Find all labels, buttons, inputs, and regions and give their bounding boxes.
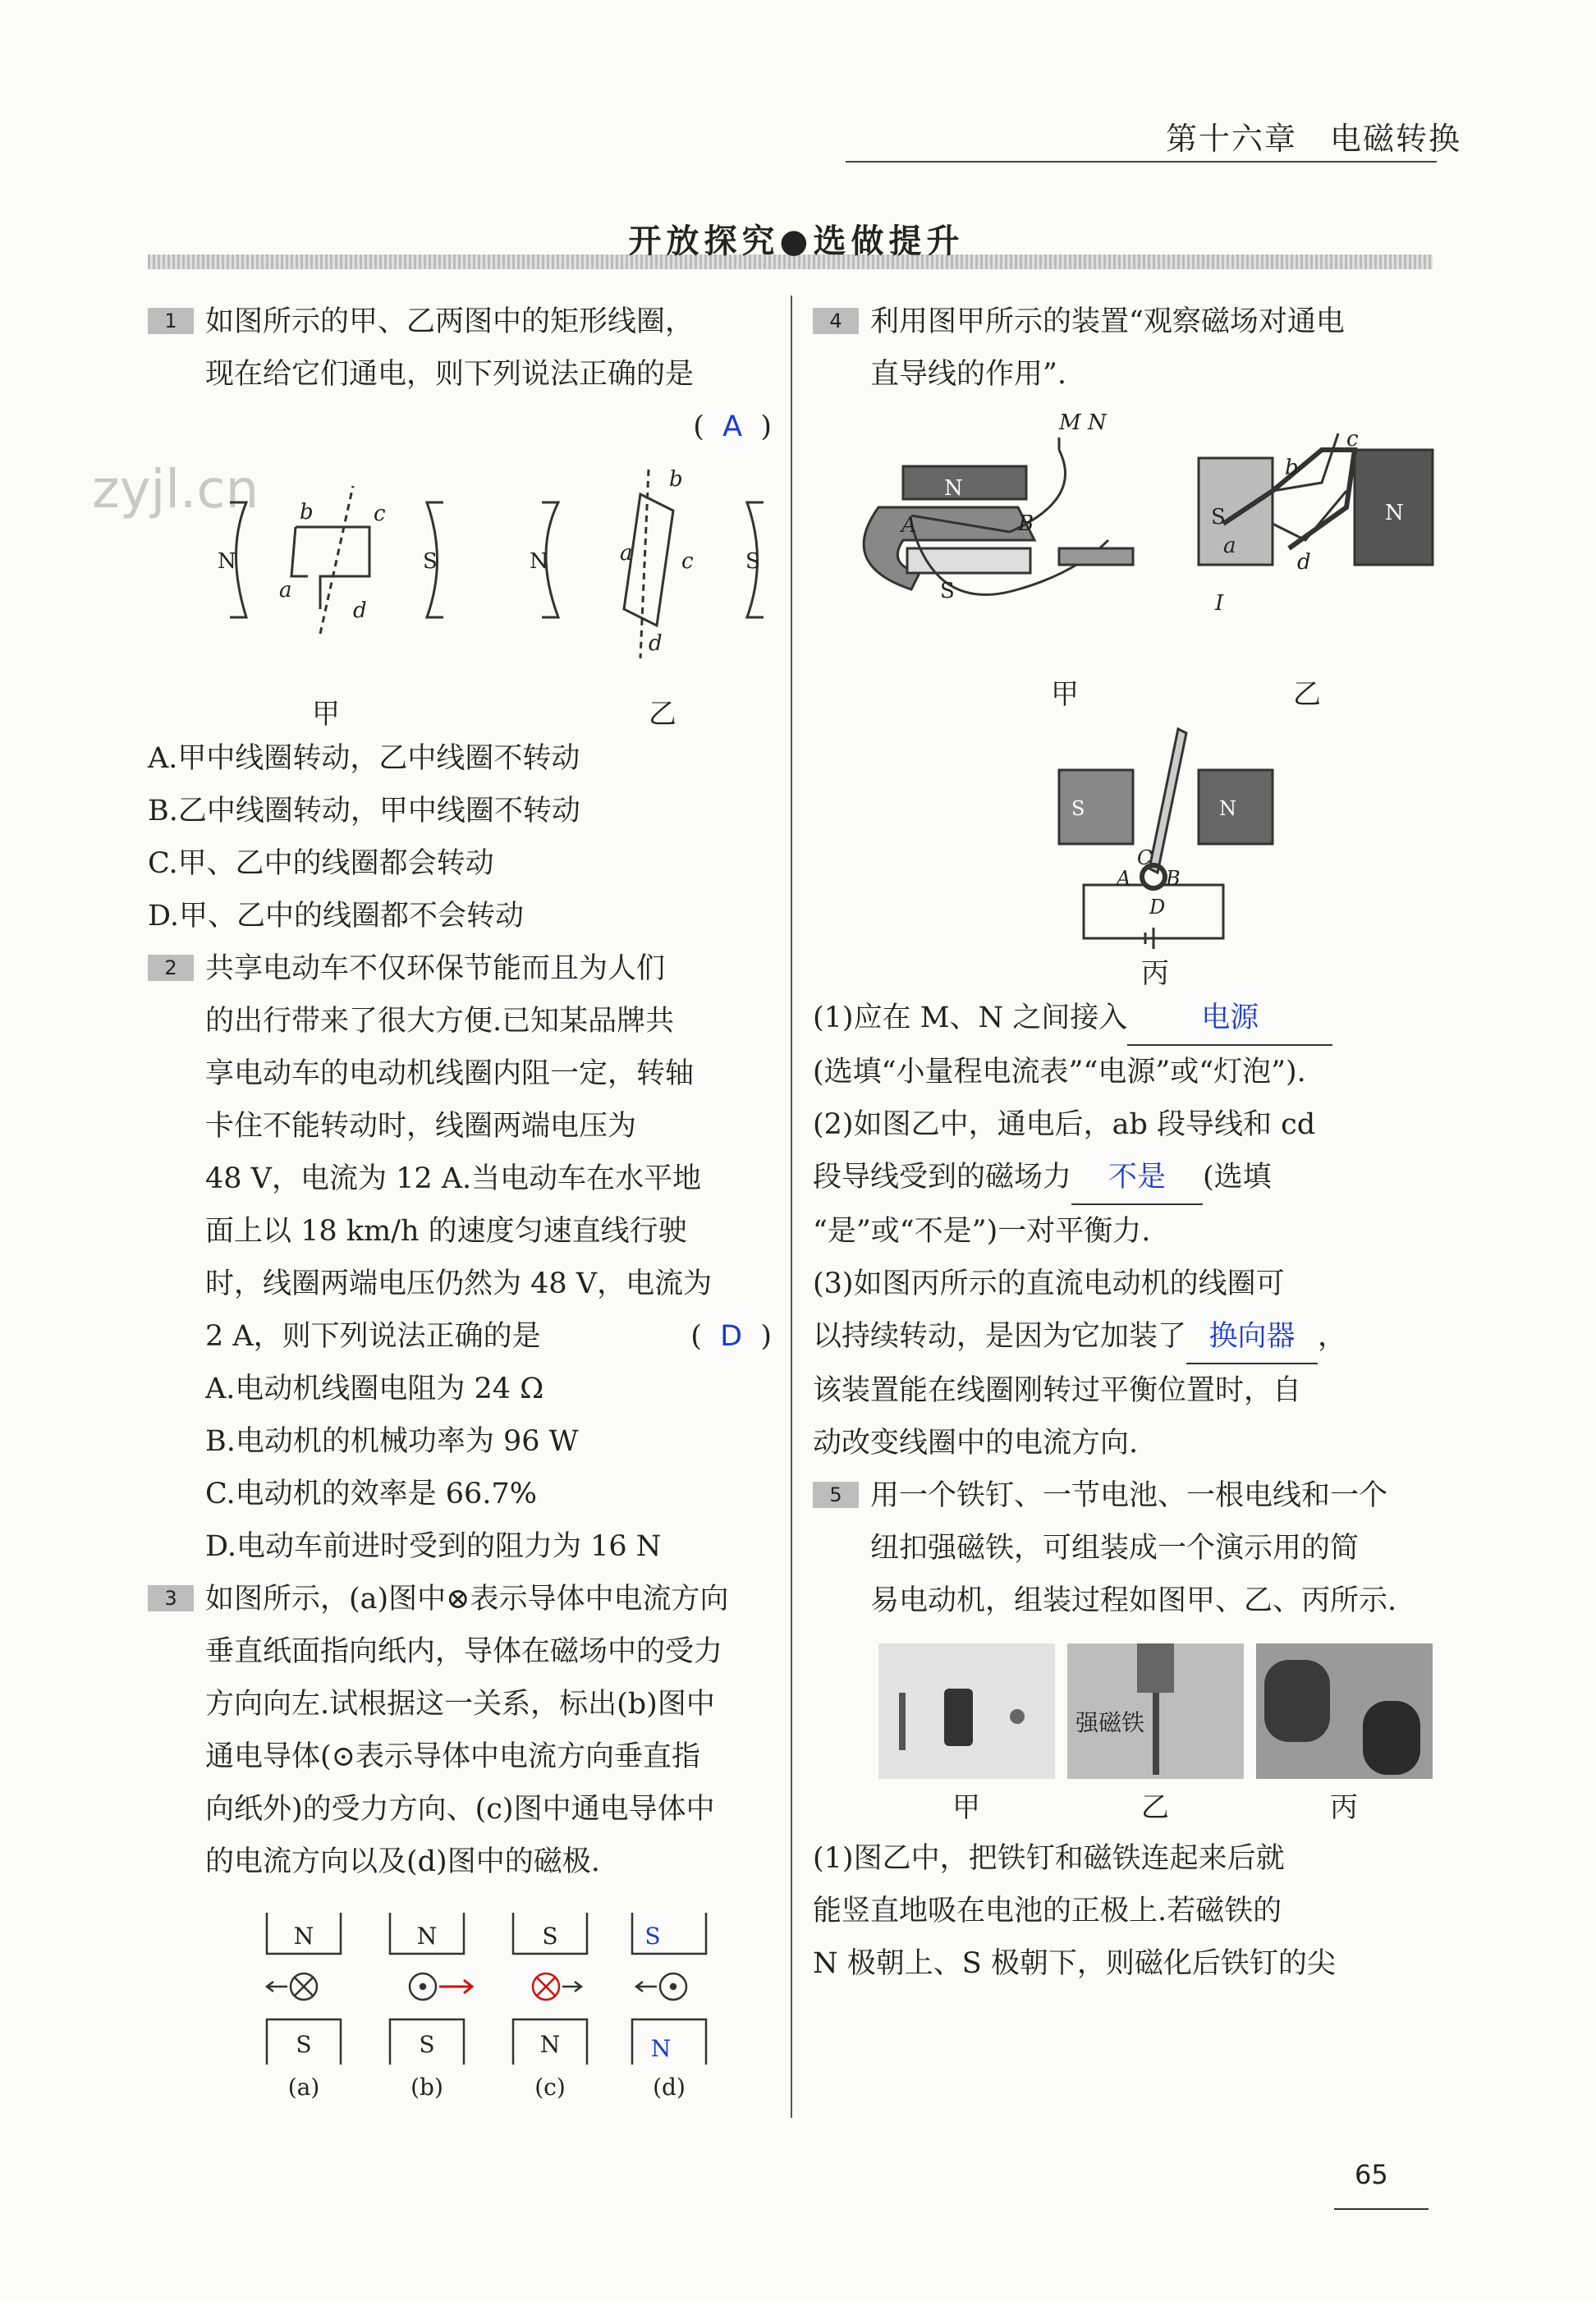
- svg-text:a: a: [620, 541, 633, 566]
- svg-text:c: c: [374, 502, 386, 526]
- q1-figure: [148, 453, 772, 691]
- q3-pole-b-top: N: [416, 1923, 438, 1950]
- q4-figure-bing: [813, 713, 1437, 951]
- svg-text:d: d: [353, 598, 367, 623]
- svg-text:B: B: [1018, 511, 1034, 536]
- q3-line4: 通电导体(⊙表示导体中电流方向垂直指: [205, 1740, 700, 1773]
- svg-text:S: S: [940, 579, 955, 603]
- q3-line1: 3 如图所示，(a)图中⊗表示导体中电流方向: [148, 1573, 772, 1625]
- q4-p3-answer: 换向器: [1186, 1310, 1318, 1364]
- q4-figure-jia-yi: [813, 401, 1437, 672]
- q4-captions-row2: [813, 951, 1437, 992]
- q2-line5: 48 V，电流为 12 A.当电动车在水平地: [205, 1162, 702, 1195]
- q3-pole-b-bottom: S: [419, 2031, 435, 2058]
- q4-stem-line2: 直导线的作用”.: [870, 358, 1067, 391]
- svg-text:N: N: [944, 476, 963, 501]
- svg-text:b: b: [300, 500, 314, 525]
- q2-line1: 2 共享电动车不仅环保节能而且为人们: [148, 942, 772, 995]
- q4-captions-row1: [813, 672, 1437, 713]
- q1-option-c: C.甲、乙中的线圈都会转动: [148, 847, 494, 880]
- q5-photos: [813, 1643, 1437, 1832]
- svg-text:S: S: [1211, 505, 1226, 529]
- svg-text:b: b: [1285, 456, 1299, 480]
- svg-text:B: B: [1166, 867, 1181, 890]
- q5-photo-yi: [1067, 1643, 1244, 1779]
- svg-text:S: S: [423, 549, 438, 574]
- watermark: zyjl.cn: [92, 460, 259, 520]
- q1-caption-jia: 甲: [312, 698, 340, 731]
- q5-line1: 5 用一个铁钉、一节电池、一根电线和一个: [813, 1469, 1437, 1522]
- q3-line3: 方向向左.试根据这一关系，标出(b)图中: [205, 1688, 715, 1721]
- q4-number: 4: [813, 308, 859, 334]
- q4-p2-line1: (2)如图乙中，通电后，ab 段导线和 cd: [813, 1108, 1316, 1141]
- q2-option-a: A.电动机线圈电阻为 24 Ω: [205, 1373, 544, 1405]
- svg-text:d: d: [1297, 550, 1311, 575]
- q5-p1-line3: N 极朝上、S 极朝下，则磁化后铁钉的尖: [813, 1947, 1336, 1980]
- q3-figure: [148, 1888, 772, 2102]
- q5-line2: 纽扣强磁铁，可组装成一个演示用的简: [870, 1532, 1360, 1565]
- banner-title: 开放探究●选做提升: [628, 222, 965, 260]
- svg-text:S: S: [1071, 797, 1085, 820]
- right-column: [813, 296, 1437, 1990]
- q2-line4: 卡住不能转动时，线圈两端电压为: [205, 1110, 637, 1143]
- svg-text:b: b: [669, 467, 683, 492]
- svg-text:A: A: [1117, 867, 1131, 890]
- svg-text:d: d: [649, 631, 663, 656]
- q1-figure-captions: [148, 691, 772, 732]
- q2-line7: 时，线圈两端电压仍然为 48 V，电流为: [205, 1267, 713, 1300]
- svg-text:N: N: [1088, 410, 1107, 435]
- q5-photo-jia: [878, 1643, 1055, 1779]
- q5-p1-line1: (1)图乙中，把铁钉和磁铁连起来后就: [813, 1842, 1285, 1875]
- q5-caption-bing: 丙: [1330, 1791, 1358, 1824]
- q4-p2-line3: “是”或“不是”)一对平衡力.: [813, 1215, 1151, 1248]
- q2-option-b: B.电动机的机械功率为 96 W: [205, 1425, 579, 1458]
- section-banner: [148, 215, 1433, 273]
- svg-text:a: a: [279, 578, 292, 603]
- column-divider: [791, 296, 792, 2118]
- q2-number: 2: [148, 955, 194, 981]
- q3-pole-d-top: S: [644, 1923, 661, 1950]
- header-rule: [846, 161, 1437, 163]
- q3-line2: 垂直纸面指向纸内，导体在磁场中的受力: [205, 1635, 723, 1668]
- q3-caption-d: (d): [653, 2074, 686, 2101]
- q3-line5: 向纸外)的受力方向、(c)图中通电导体中: [205, 1793, 715, 1826]
- svg-text:N: N: [218, 549, 236, 574]
- svg-text:A: A: [901, 513, 917, 538]
- svg-text:M: M: [1059, 410, 1081, 435]
- svg-text:N: N: [530, 549, 548, 574]
- q3-line6: 的电流方向以及(d)图中的磁极.: [205, 1845, 600, 1878]
- svg-text:N: N: [1219, 797, 1236, 820]
- svg-text:c: c: [1346, 427, 1359, 451]
- q3-caption-a: (a): [287, 2074, 320, 2101]
- q3-pole-c-top: S: [542, 1923, 558, 1950]
- q4-p1-answer: 电源: [1127, 992, 1332, 1046]
- q3-caption-c: (c): [534, 2074, 566, 2101]
- q1-option-a: A.甲中线圈转动，乙中线圈不转动: [148, 742, 580, 775]
- q1-number: 1: [148, 308, 194, 334]
- q2-option-d: D.电动车前进时受到的阻力为 16 N: [205, 1530, 662, 1563]
- q4-p3-line3: 该装置能在线圈刚转过平衡位置时，自: [813, 1374, 1302, 1407]
- q4-p1-line2: (选填“小量程电流表”“电源”或“灯泡”).: [813, 1056, 1306, 1089]
- q2-answer: D: [720, 1320, 743, 1353]
- svg-text:S: S: [745, 549, 760, 574]
- q4-p3-line4: 动改变线圈中的电流方向.: [813, 1427, 1139, 1460]
- q5-p1-line2: 能竖直地吸在电池的正极上.若磁铁的: [813, 1895, 1282, 1927]
- svg-text:N: N: [1385, 501, 1404, 525]
- q2-line8: 2 A，则下列说法正确的是 ( D ): [205, 1320, 772, 1353]
- q5-number: 5: [813, 1482, 859, 1508]
- page-number: 65: [1355, 2159, 1388, 2190]
- q4-p3-line2: 以持续转动，是因为它加装了 换向器 ，: [813, 1310, 1437, 1364]
- q3-pole-c-bottom: N: [539, 2031, 561, 2058]
- q1-option-b: B.乙中线圈转动，甲中线圈不转动: [148, 795, 580, 827]
- left-column: [148, 296, 772, 2102]
- q5-line3: 易电动机，组装过程如图甲、乙、丙所示.: [870, 1584, 1397, 1617]
- q5-photo-bing: [1256, 1643, 1433, 1779]
- q4-p2-answer: 不是: [1071, 1151, 1203, 1205]
- q4-stem-line1: 4 利用图甲所示的装置“观察磁场对通电: [813, 296, 1437, 348]
- q5-photo-label: 强磁铁: [1075, 1709, 1145, 1736]
- q2-line6: 面上以 18 km/h 的速度匀速直线行驶: [205, 1215, 687, 1248]
- q4-p2-line2: 段导线受到的磁场力 不是 (选填: [813, 1151, 1437, 1205]
- q1-option-d: D.甲、乙中的线圈都不会转动: [148, 900, 524, 933]
- q3-number: 3: [148, 1585, 194, 1611]
- q4-caption-jia: 甲: [1051, 678, 1079, 711]
- q4-p3-line1: (3)如图丙所示的直流电动机的线圈可: [813, 1267, 1285, 1300]
- q4-caption-bing: 丙: [1141, 957, 1169, 990]
- svg-text:C: C: [1137, 846, 1153, 869]
- q1-stem-line2: 现在给它们通电，则下列说法正确的是: [205, 358, 695, 391]
- q3-pole-a-top: N: [293, 1923, 314, 1950]
- q4-caption-yi: 乙: [1293, 678, 1321, 711]
- page-number-rule: [1334, 2208, 1429, 2210]
- chapter-title: 第十六章 电磁转换: [1166, 121, 1462, 157]
- svg-text:a: a: [1223, 534, 1236, 558]
- q1-stem-line1: 1 如图所示的甲、乙两图中的矩形线圈，: [148, 296, 772, 348]
- q1-caption-yi: 乙: [649, 698, 676, 731]
- q3-pole-a-bottom: S: [296, 2031, 312, 2058]
- q1-answer: A: [722, 410, 743, 443]
- q3-caption-b: (b): [410, 2074, 443, 2101]
- q5-caption-yi: 乙: [1141, 1791, 1169, 1824]
- q5-caption-jia: 甲: [952, 1791, 980, 1824]
- q2-line3: 享电动车的电动机线圈内阻一定，转轴: [205, 1057, 695, 1090]
- q2-option-c: C.电动机的效率是 66.7%: [205, 1478, 537, 1510]
- svg-text:D: D: [1149, 896, 1166, 919]
- q2-line2: 的出行带来了很大方便.已知某品牌共: [205, 1005, 675, 1038]
- q1-answer-paren: ( A ): [693, 410, 772, 443]
- q4-p1-line1: (1)应在 M、N 之间接入 电源: [813, 992, 1437, 1046]
- svg-text:c: c: [681, 549, 694, 574]
- q3-pole-d-bottom: N: [650, 2035, 672, 2062]
- svg-text:I: I: [1215, 591, 1224, 616]
